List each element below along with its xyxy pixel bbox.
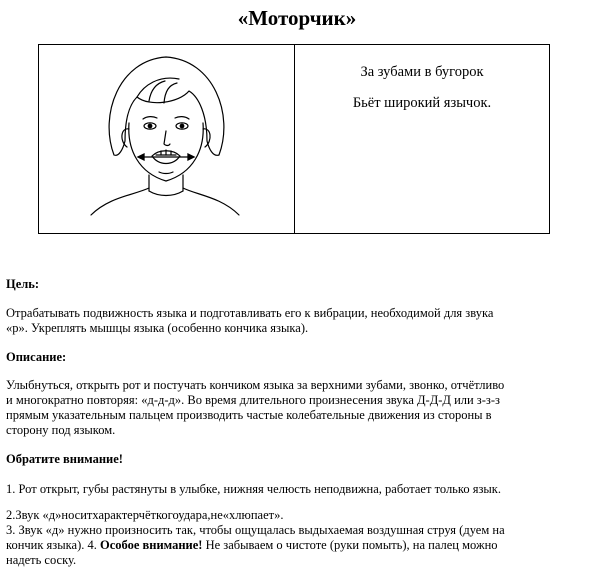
goal-text-line-1: Отрабатывать подвижность языка и подготавливать его к вибрации, необходимой для звука [6,306,494,320]
page-title: «Моторчик» [237,6,357,30]
description-text-line-2: и многократно повторяя: «д-д-д». Во время длительного произнесения звука Д-Д-Д или з-з-з [6,393,500,407]
attention-heading: Обратите внимание! [6,452,123,466]
verse-line-2: Бьёт широкий язычок. [352,95,492,111]
child-face-illustration [39,45,294,233]
attention-item-3-line-2 [6,537,576,553]
attention-item-3-line-1: 3. Звук «д» нужно произносить так, чтобы ощущалась выдыхаемая воздушная струя (дуем на [6,523,505,537]
attention-item-2: 2.Звук «д»носитхарактерчёткогоудара,не«хлюпает». [6,508,284,522]
attention-item-1: 1. Рот открыт, губы растянуты в улыбке, нижняя челюсть неподвижна, работает только язык. [6,482,501,496]
attention-item-3-end: Не забываем о чистоте (руки помыть), на палец можно [205,538,498,552]
attention-item-3-line-3: надеть соску. [6,553,77,567]
exercise-card [38,44,550,234]
attention-item-3-start: кончик языка). 4. [6,538,97,552]
description-text-line-1: Улыбнуться, открыть рот и постучать кончиком языка за верхними зубами, звонко, отчётливо [6,378,505,392]
goal-text-line-2: «р». Укреплять мышцы языка (особенно кончика языка). [6,321,309,335]
description-heading: Описание: [6,350,67,364]
description-text-line-4: сторону под языком. [6,423,116,437]
verse-line-1: За зубами в бугорок [360,64,484,80]
goal-heading: Цель: [6,277,40,291]
description-text-line-3: прямым указательным пальцем производить частые колебательные движения из стороны в [6,408,492,422]
special-attention-label: Особое внимание! [99,538,203,552]
